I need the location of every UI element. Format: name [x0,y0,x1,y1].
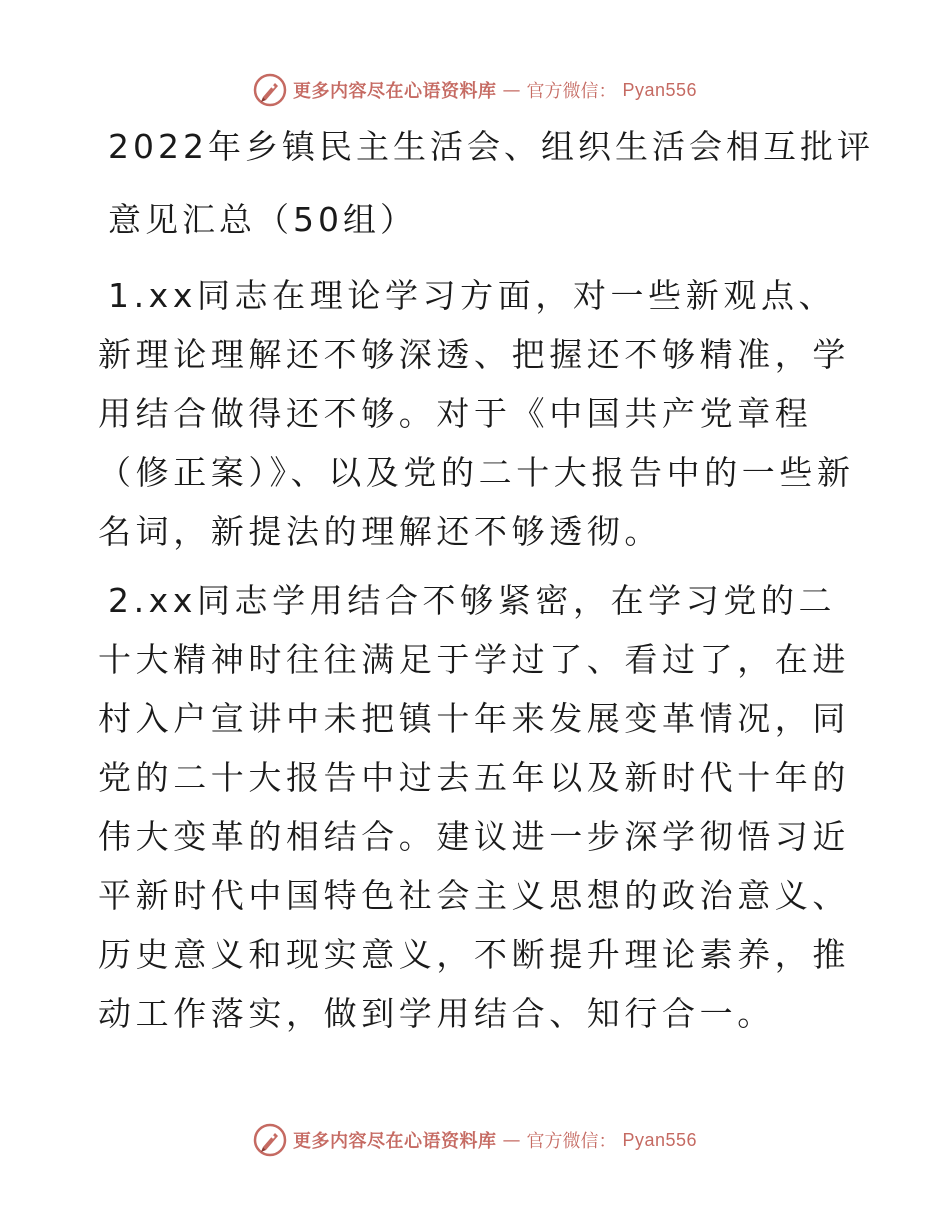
banner-separator: — [502,79,521,101]
footer-brand-text: 更多内容尽在心语资料库 [292,1131,497,1152]
header-banner [0,70,950,110]
banner-wechat-label: 官方微信： [526,81,617,102]
footer-separator: — [502,1129,521,1151]
footer-banner [0,1120,950,1160]
banner-brand-text: 更多内容尽在心语资料库 [292,81,497,102]
document-title-line-1: 2022年乡镇民主生活会、组织生活会相互批评 [108,127,874,166]
footer-wechat-label: 官方微信： [526,1131,617,1152]
footer-account: Pyan556 [622,1129,698,1150]
banner-account: Pyan556 [622,79,698,100]
pen-nib-logo-icon [253,73,287,107]
pen-nib-logo-icon [253,1123,287,1157]
paragraph-1: 1.xx同志在理论学习方面，对一些新观点、新理论理解还不够深透、把握还不够精准，学用结合做得还不够。对于《中国共产党章程（修正案）》、以及党的二十大报告中的一些新名词，新提法的理解还不够透彻。 [98,276,855,551]
document-title-line-2: 意见汇总（50组） [108,200,417,239]
paragraph-2: 2.xx同志学用结合不够紧密，在学习党的二十大精神时往往满足于学过了、看过了，在进村入户宣讲中未把镇十年来发展变革情况，同党的二十大报告中过去五年以及新时代十年的伟大变革的相结合。建议进一步深学彻悟习近平新时代中国特色社会主义思想的政治意义、历史意义和现实意义，不断提升理论素养，推动工作落实，做到学用结合、知行合一。 [98,581,850,1033]
